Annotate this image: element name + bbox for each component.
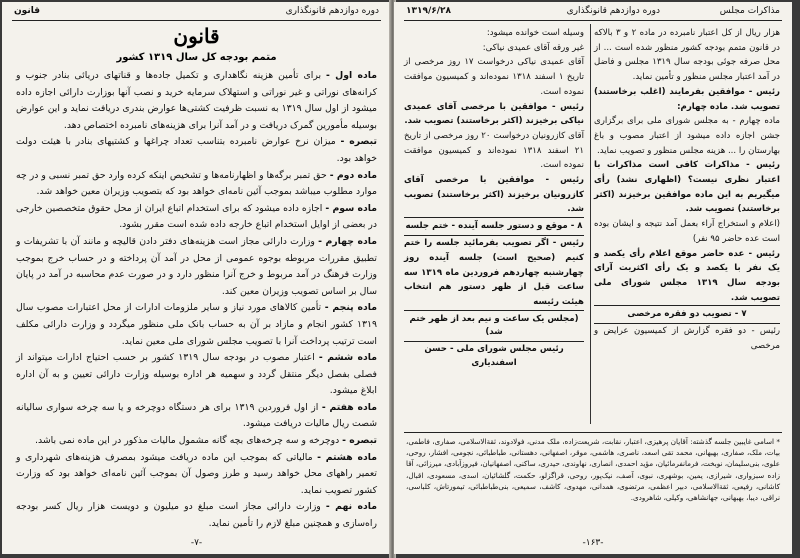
left-page-number: -۷- xyxy=(190,538,203,548)
left-header-section: قانون xyxy=(14,6,40,16)
law-title: قانون xyxy=(173,24,220,48)
right-header-term: دوره دوازدهم قانونگذاری xyxy=(566,6,660,16)
article-6: ماده ششم - اعتبار مصوب در بودجه سال ۱۳۱۹ کشور بر حسب احتیاج ادارات میتواند از فصلی بفصل دیگر منتقل گردد و سهمیه هر اداره بوسیله وزارت دارائی تعیین و به آن اداره ابلاغ میشود. xyxy=(16,352,377,397)
article-2: ماده دوم - حق تمبر برگه‌ها و اظهارنامه‌ها و تشخیص اینکه کرده وارد حق تمبر نسبی و در چه موارد مطلوب میباشد بموجب آئین نامه‌ای خواهد بود که بتصویب وزیران معین خواهد شد. xyxy=(16,169,377,198)
left-header-rule xyxy=(12,20,381,21)
footnote-rule xyxy=(404,432,782,433)
left-header-term: دوره دوازدهم قانونگذاری xyxy=(285,6,379,16)
article-5: ماده پنجم - تأمین کالاهای مورد نیاز و سایر ملزومات ادارات از محل اعتبارات مصوب سال ۱۳۱۹ کشور انجام و مازاد بر آن به حساب بانک ملی منظور میگردد و وزارت دارائی مکلف است ترتیب پرداخت آنرا با تصویب مجلس شورای ملی معین نماید. xyxy=(16,302,377,347)
right-page xyxy=(394,2,792,554)
right-column xyxy=(594,26,780,404)
article-7: ماده هفتم - از اول فروردین ۱۳۱۹ برای هر دستگاه دوچرخه و یا سه چرخه سواری سالیانه شصت ریال مالیات دریافت میشود. xyxy=(16,401,378,430)
left-col-para: وسیله است خوانده میشود: xyxy=(486,28,584,38)
right-page-header xyxy=(406,6,780,20)
column-divider xyxy=(590,24,591,424)
left-col-para: آقای عمیدی نیاکی درخواست ۱۷ روز مرخصی از تاریخ ۱ اسفند ۱۳۱۸ نموده‌اند و کمیسیون موافقت نموده است. xyxy=(404,57,584,97)
law-subtitle: متمم بودجه کل سال ۱۳۱۹ کشور xyxy=(116,52,277,63)
left-col-para: غیر ورقه آقای عمیدی نیاکی: xyxy=(482,42,584,53)
right-col-para: (اعلام و استخراج آراء بعمل آمد نتیجه و ایشان بوده است عده حاضر ۹۵ نفر) xyxy=(594,219,780,244)
left-page-header xyxy=(14,6,379,20)
left-col-para: رئیس - موافقین با مرخصی آقای کازرونیان برخیزند (اکثر برخاستند) تصویب شد. xyxy=(404,175,584,215)
right-col-para: ماده چهارم - به مجلس شورای ملی برای برگزاری جشن اجازه داده میشود از اعتبار مصوب و باغ بهارستان را ... هزینه مجلس منظور و تصویب نماید. xyxy=(594,116,780,156)
right-header-rule xyxy=(404,20,782,21)
article-3: ماده سوم - اجازه داده میشود که برای استخدام اتباع ایران از محل حقوق متخصصین خارجی در بعضی از اوایل استخدام اتباع خارجه داده شده است مقرر بشود. xyxy=(16,202,377,231)
section-heading-next-session: ۸ - موقع و دستور جلسه آینده - ختم جلسه xyxy=(404,217,584,236)
article-8: ماده هشتم - مالیاتی که بموجب این ماده دریافت میشود بمصرف هزینه‌های شهرداری و تعمیر راههای محل خواهد رسید و طرز وصول آن بموجب آئین نامه‌ای خواهد بود که وزارت کشور تصویب نماید. xyxy=(16,451,377,496)
law-body xyxy=(16,68,377,532)
left-page xyxy=(2,2,391,554)
right-col-para: هزار ریال از کل اعتبار نامبرده در ماده ۲ و ۳ بالاکه در قانون متمم بودجه کشور منظور شده است ... از محل صرفه جوئی بودجه سال ۱۳۱۹ مجلس و فاضل در آمد اعتبار مجلس منظور و تأمین نماید. xyxy=(594,28,781,83)
left-col-para: رئیس - موافقین با مرخصی آقای عمیدی نیاکی برخیزند (اکثر برخاستند) تصویب شد. xyxy=(404,101,584,127)
article-7-note: تبصره - دوچرخه و سه چرخه‌های بچه گانه مشمول مالیات مذکور در این ماده نمی باشد. xyxy=(34,435,377,447)
article-1-note: تبصره - میزان نرخ عوارض نامبرده بتناسب تعداد چراغها و کشتیهای بنادر با هیئت دولت خواهد بود. xyxy=(16,136,377,164)
article-4: ماده چهارم - وزارت دارائی مجاز است هزینه‌های دفتر دادن قالیچه و مانند آن با تشریفات و تطبیق مقررات مربوطه بوجوه عمومی از محل در آمد آن پرداخته و در حساب خرج بموجب وزارت فرهنگ در آمد مربوط و خرج آنرا منظور دارد و در صورت عدم محاسبه در آمد در پایان سال بر اساس تصویب وزیران معین کند. xyxy=(16,235,377,297)
right-header-date: ۱۳۱۹/۶/۲۸ xyxy=(406,6,452,16)
right-col-para: رئیس - موافقین بفرمایند (اغلب برخاستند) تصویب شد. ماده چهارم: xyxy=(594,86,780,112)
article-9: ماده نهم - وزارت دارائی مجاز است مبلغ دو میلیون و دویست هزار ریال کسر بودجه راه‌سازی و همچنین مبلغ لازم را تأمین نماید. xyxy=(16,501,377,530)
right-col-para: رئیس - مذاکرات کافی است مذاکرات با اعتبار نظری نیست؟ (اظهاری نشد) رأی میگیریم به این ماده موافقین برخیزند (اکثر برخاستند) تصویب شد. xyxy=(594,160,780,215)
section-heading-leave: ۷ - تصویب دو فقره مرخصی xyxy=(594,305,780,324)
right-page-number: -۱۶۳- xyxy=(582,538,604,548)
absentees-footnote: * اسامی غایبین جلسه گذشته: آقایان پرهیزی، اعتبار، نقابت، شریعت‌زاده، ملک مدنی، فولادوند، ثقة‌الاسلامی، صفاری، فاطمی، بیات، ملک، صفاری، بهبهانی، محمد تقی اسعد، ناصری، هاشمی، موقر، اصفهانی، دهستانی، طباطبائی، نجومی، افشار، روحی، علوی، بنی‌سلیمان، نوبخت، فرمانفرمائیان، مؤید احمدی، انصاری، نهاوندی، حیدری، ساکنی، اصفهانیان، فیروزآبادی، میرزائی، آقا زاده سبزواری، شیرازی، یمین، بوشهری، نبوی، آصف، نیک‌پور، روحی، قراگزلو، حکمت، گلشائیان، اسدی، مسعودی، اقبال، کاشانی، رفیعی، ثقة‌الاسلامی، دبیر اعظمی، مرتضوی، همدانی، مهدوی، کاشف، سمیعی، بنی‌طباطبائی، تیمورتاش، کلباسی، نراقی، دیبا، بهبهانی، جهانشاهی، وکیلی، شاهرودی. xyxy=(406,437,780,503)
right-col-para: رئیس - دو فقره گزارش از کمیسیون عرایض و مرخصی xyxy=(594,326,780,352)
left-column xyxy=(404,26,584,404)
right-header-section: مذاکرات مجلس xyxy=(719,6,780,16)
right-col-para: رئیس - عده حاضر موقع اعلام رأی یکصد و یک نفر با یکصد و یک رأی اکثریت آرای بودجه سال ۱۳۱۹ مجلس شورای ملی تصویب شد. xyxy=(594,248,780,303)
left-col-para: آقای کازرونیان درخواست ۲۰ روز مرخصی از تاریخ ۲۱ اسفند ۱۳۱۸ نموده‌اند و کمیسیون موافقت نموده است. xyxy=(404,130,584,171)
left-col-para: رئیس - اگر تصویب بفرمائید جلسه را ختم کنیم (صحیح است) جلسه آینده روز چهارشنبه چهاردهم فروردین ماه ۱۳۱۹ سه ساعت قبل از ظهر دستور هم انتخاب هیئت رئیسه xyxy=(404,238,584,307)
article-1: ماده اول - برای تأمین هزینه نگاهداری و تکمیل جاده‌ها و قناتهای دریائی بنادر جنوب و کرانه‌های نوراتی و غیر نوراتی و استهلاک سرمایه خرید و نصب آنها بوزارت دارائی اجازه داده میشود از اول سال ۱۳۱۹ به نسبت ظرفیت کشتی‌ها عوارض بندری دریافت نماید و این عوارض بوسیله مأمورین گمرک دریافت و در آمد آنرا برای هزینه‌های نامبرده اختصاص دهد. xyxy=(16,70,377,131)
session-closed-note: (مجلس یک ساعت و نیم بعد از ظهر ختم شد) xyxy=(404,310,584,342)
speaker-signature: رئیس مجلس شورای ملی - حسن اسفندیاری xyxy=(424,343,564,369)
